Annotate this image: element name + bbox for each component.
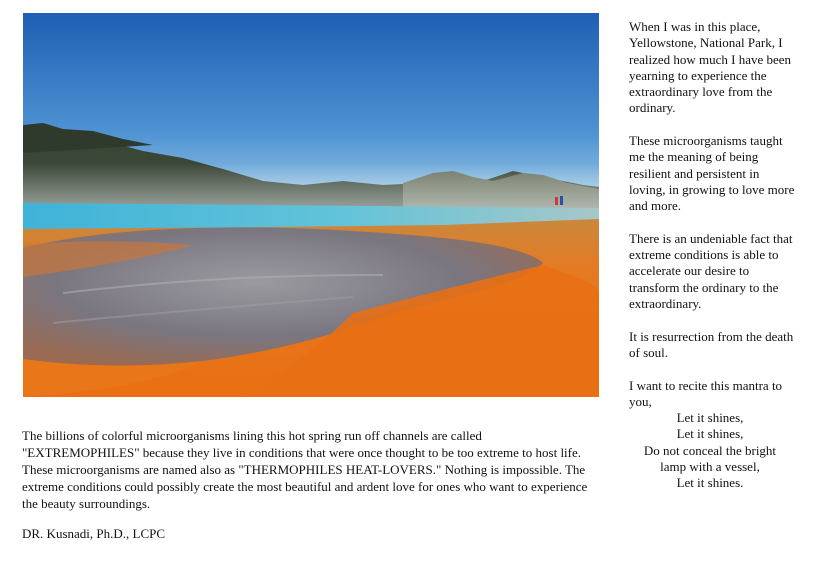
- hot-spring-image: [23, 13, 599, 397]
- hot-spring-photo: [23, 13, 599, 397]
- author-signature: DR. Kusnadi, Ph.D., LCPC: [22, 526, 166, 541]
- mantra-line: Do not conceal the bright: [643, 442, 777, 458]
- poem-paragraph: I want to recite this mantra to you,: [629, 377, 783, 409]
- mantra-line: Let it shines,: [676, 426, 744, 442]
- poem-paragraph: When I was in this place, Yellowstone, National Park, I realized how much I have been yearning to experience the extraordinary love from the ordinary.: [629, 19, 792, 116]
- mantra-line: Let it shines.: [676, 475, 744, 491]
- photo-caption: The billions of colorful microorganisms lining this hot spring run off channels are called "EXTREMOPHILES" because they live in conditions that were once thought to be too extreme to host life. These microorganisms are named also as "THERMOPHILES HEAT-LOVERS." Nothing is impossible. The extreme conditions could possibly create the most beautiful and ardent love for ones who want to experience the beauty surroundings.: [22, 428, 588, 511]
- mantra-line: Let it shines,: [676, 410, 744, 426]
- poem-paragraph: It is resurrection from the death of soul.: [629, 328, 794, 360]
- mantra-line: lamp with a vessel,: [660, 459, 760, 475]
- poem-column: [629, 19, 799, 492]
- poem-paragraph: There is an undeniable fact that extreme conditions is able to accelerate our desire to transform the ordinary to the extraordinary.: [629, 230, 793, 312]
- poem-paragraph: These microorganisms taught me the meaning of being resilient and persistent in loving, in growing to love more and more.: [629, 133, 795, 214]
- mantra: [629, 410, 791, 491]
